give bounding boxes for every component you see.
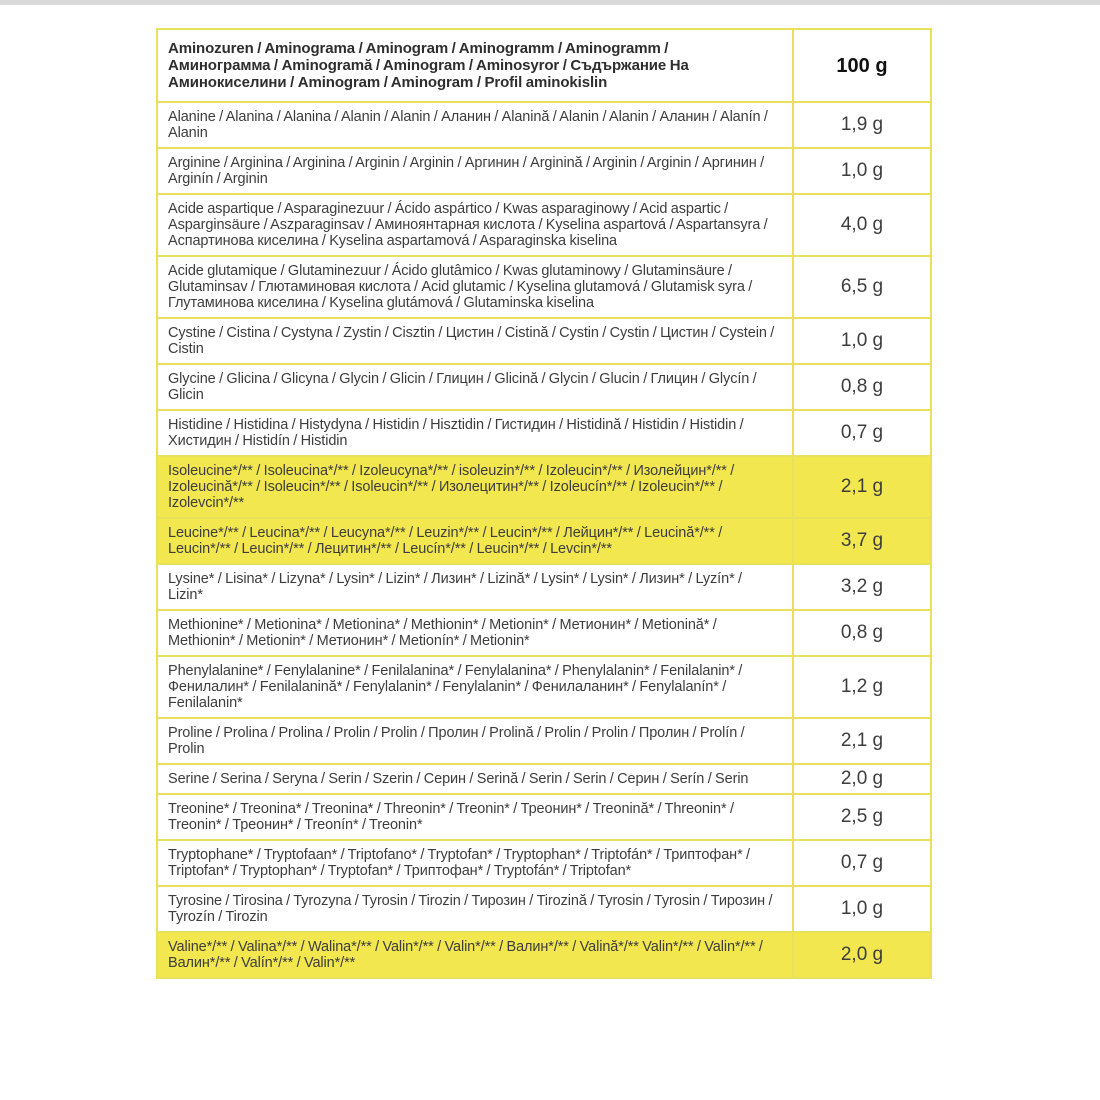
amino-names-cell: Acide aspartique / Asparaginezuur / Ácido aspártico / Kwas asparaginowy / Acid aspartic / Asparginsäure / Aszparaginsav / Аминоянтарная кислота / Kyselina aspartová / Aspartansyra / Аспартинова киселина / Kyselina aspartamová / Asparaginska kiselina xyxy=(157,194,793,256)
aminogram-table xyxy=(156,28,932,979)
table-row-alanine xyxy=(157,102,931,148)
table-row-valine xyxy=(157,932,931,978)
amino-names-cell: Acide glutamique / Glutaminezuur / Ácido glutâmico / Kwas glutaminowy / Glutaminsäure / Glutaminsav / Глютаминовая кислота / Acid glutamic / Kyselina glutamová / Glutamisk syra / Глутаминова киселина / Kyselina glutámová / Glutaminska kiselina xyxy=(157,256,793,318)
amino-value-cell: 1,0 g xyxy=(793,148,931,194)
amino-value-cell: 6,5 g xyxy=(793,256,931,318)
amino-value-cell: 3,7 g xyxy=(793,518,931,564)
amino-value-cell: 0,8 g xyxy=(793,610,931,656)
amino-names-cell: Valine*/** / Valina*/** / Walina*/** / Valin*/** / Valin*/** / Валин*/** / Valină*/** Valin*/** / Valin*/** / Валин*/** / Valín*/** / Valin*/** xyxy=(157,932,793,978)
table-row-methionine xyxy=(157,610,931,656)
table-row-tyrosine xyxy=(157,886,931,932)
amino-value-cell: 4,0 g xyxy=(793,194,931,256)
amino-value-cell: 2,1 g xyxy=(793,718,931,764)
amino-names-cell: Lysine* / Lisina* / Lizyna* / Lysin* / Lizin* / Лизин* / Lizină* / Lysin* / Lysin* / Лизин* / Lyzín* / Lizin* xyxy=(157,564,793,610)
table-row-serine xyxy=(157,764,931,794)
amino-value-cell: 2,0 g xyxy=(793,932,931,978)
table-header-row xyxy=(157,29,931,102)
aminogram-table-container xyxy=(156,28,932,979)
table-row-aspartic-acid xyxy=(157,194,931,256)
amino-value-cell: 0,7 g xyxy=(793,840,931,886)
table-row-leucine xyxy=(157,518,931,564)
table-row-tryptophane xyxy=(157,840,931,886)
amino-value-cell: 0,8 g xyxy=(793,364,931,410)
table-row-isoleucine xyxy=(157,456,931,518)
amino-names-cell: Phenylalanine* / Fenylalanine* / Fenilalanina* / Fenylalanina* / Phenylalanin* / Fenilalanin* / Фенилалин* / Fenilalanină* / Fenylalanin* / Fenylalanin* / Фенилаланин* / Fenylalanín* / Fenilalanin* xyxy=(157,656,793,718)
amino-names-cell: Treonine* / Treonina* / Treonina* / Threonin* / Treonin* / Треонин* / Treonină* / Threonin* / Treonin* / Треонин* / Treonín* / Treonin* xyxy=(157,794,793,840)
table-header-title: Aminozuren / Aminograma / Aminogram / Aminogramm / Aminogramm / Аминограмма / Aminogramă / Aminogram / Aminosyror / Съдържание На Аминокиселини / Aminogram / Aminogram / Profil aminokislin xyxy=(157,29,793,102)
amino-names-cell: Tyrosine / Tirosina / Tyrozyna / Tyrosin / Tirozin / Тирозин / Tirozină / Tyrosin / Tyrosin / Тирозин / Tyrozín / Tirozin xyxy=(157,886,793,932)
amino-names-cell: Proline / Prolina / Prolina / Prolin / Prolin / Пролин / Prolină / Prolin / Prolin / Пролин / Prolín / Prolin xyxy=(157,718,793,764)
table-row-arginine xyxy=(157,148,931,194)
amino-names-cell: Histidine / Histidina / Histydyna / Histidin / Hisztidin / Гистидин / Histidină / Histidin / Histidin / Хистидин / Histidín / Histidin xyxy=(157,410,793,456)
amino-names-cell: Alanine / Alanina / Alanina / Alanin / Alanin / Аланин / Alanină / Alanin / Alanin / Аланин / Alanín / Alanin xyxy=(157,102,793,148)
amino-value-cell: 0,7 g xyxy=(793,410,931,456)
table-row-histidine xyxy=(157,410,931,456)
table-row-proline xyxy=(157,718,931,764)
amino-names-cell: Cystine / Cistina / Cystyna / Zystin / Cisztin / Цистин / Cistină / Cystin / Cystin / Цистин / Cystein / Cistin xyxy=(157,318,793,364)
amino-names-cell: Isoleucine*/** / Isoleucina*/** / Izoleucyna*/** / isoleuzin*/** / Izoleucin*/** / Изолейцин*/** / Izoleucină*/** / Isoleucin*/** / Isoleucin*/** / Изолецитин*/** / Izoleucín*/** / Izoleucin*/** / Izolevcin*/** xyxy=(157,456,793,518)
table-body xyxy=(157,29,931,978)
amino-names-cell: Tryptophane* / Tryptofaan* / Triptofano* / Tryptofan* / Tryptophan* / Triptofán* / Триптофан* / Triptofan* / Tryptophan* / Tryptofan* / Триптофан* / Tryptofán* / Triptofan* xyxy=(157,840,793,886)
table-header-serving-size: 100 g xyxy=(793,29,931,102)
amino-names-cell: Arginine / Arginina / Arginina / Arginin / Arginin / Аргинин / Arginină / Arginin / Arginin / Аргинин / Arginín / Arginin xyxy=(157,148,793,194)
amino-names-cell: Methionine* / Metionina* / Metionina* / Methionin* / Metionin* / Метионин* / Metionină* / Methionin* / Metionin* / Метионин* / Metionín* / Metionin* xyxy=(157,610,793,656)
window-top-strip xyxy=(0,0,1100,5)
amino-value-cell: 3,2 g xyxy=(793,564,931,610)
table-row-threonine xyxy=(157,794,931,840)
table-row-cystine xyxy=(157,318,931,364)
amino-value-cell: 1,9 g xyxy=(793,102,931,148)
amino-value-cell: 1,0 g xyxy=(793,886,931,932)
amino-names-cell: Serine / Serina / Seryna / Serin / Szerin / Серин / Serină / Serin / Serin / Серин / Serín / Serin xyxy=(157,764,793,794)
table-row-glycine xyxy=(157,364,931,410)
amino-value-cell: 1,2 g xyxy=(793,656,931,718)
table-row-phenylalanine xyxy=(157,656,931,718)
amino-names-cell: Glycine / Glicina / Glicyna / Glycin / Glicin / Глицин / Glicină / Glycin / Glucin / Глицин / Glycín / Glicin xyxy=(157,364,793,410)
amino-value-cell: 2,0 g xyxy=(793,764,931,794)
amino-value-cell: 1,0 g xyxy=(793,318,931,364)
amino-value-cell: 2,5 g xyxy=(793,794,931,840)
table-row-glutamic-acid xyxy=(157,256,931,318)
amino-value-cell: 2,1 g xyxy=(793,456,931,518)
table-row-lysine xyxy=(157,564,931,610)
amino-names-cell: Leucine*/** / Leucina*/** / Leucyna*/** / Leuzin*/** / Leucin*/** / Лейцин*/** / Leucină*/** / Leucin*/** / Leucin*/** / Лецитин*/** / Leucín*/** / Leucin*/** / Levcin*/** xyxy=(157,518,793,564)
